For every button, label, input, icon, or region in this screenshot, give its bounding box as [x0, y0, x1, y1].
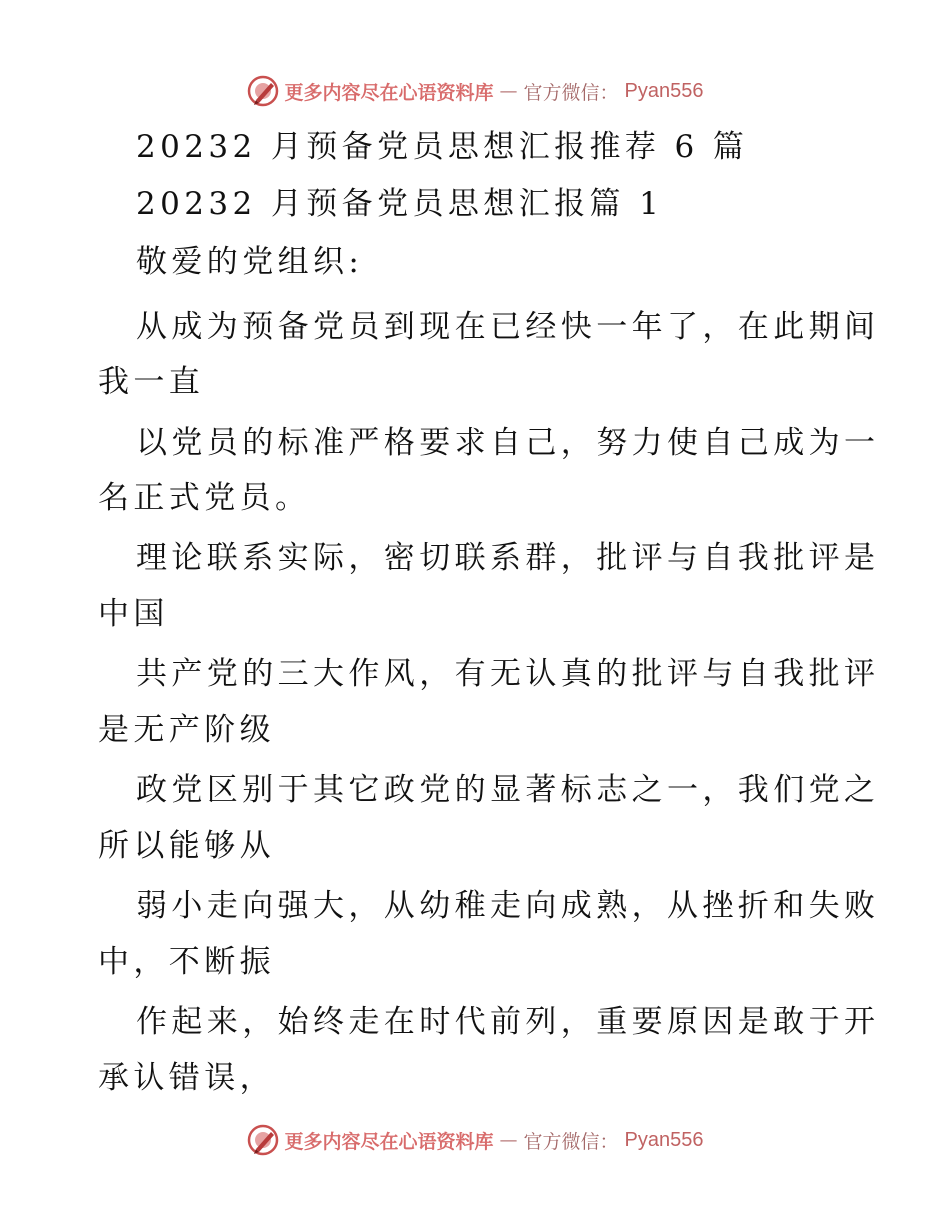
footer-banner — [0, 1120, 950, 1160]
text-line: 理论联系实际，密切联系群，批评与自我批评是 — [136, 540, 880, 576]
text-line: 中，不断振 — [98, 944, 275, 980]
banner-wechat-id: Pyan556 — [624, 1128, 704, 1151]
banner-wechat-id: Pyan556 — [624, 79, 704, 102]
text-line: 从成为预备党员到现在已经快一年了，在此期间 — [136, 309, 880, 345]
text-line: 以党员的标准严格要求自己，努力使自己成为一 — [136, 425, 880, 461]
text-line: 是无产阶级 — [98, 712, 275, 748]
text-line: 作起来，始终走在时代前列，重要原因是敢于开 — [136, 1004, 880, 1040]
section-heading: 20232 月预备党员思想汇报篇 1 — [136, 186, 664, 222]
text-line: 所以能够从 — [98, 828, 275, 864]
text-line: 我一直 — [98, 364, 205, 400]
text-line: 弱小走向强大，从幼稚走向成熟，从挫折和失败 — [136, 888, 880, 924]
text-line: 承认错误， — [98, 1060, 275, 1096]
banner-dash: — — [499, 1129, 518, 1151]
text-line: 中国 — [98, 596, 169, 632]
banner-dash: — — [499, 80, 518, 102]
salutation: 敬爱的党组织: — [136, 244, 364, 280]
text-line: 名正式党员。 — [98, 480, 311, 516]
banner-subtitle: 官方微信： — [523, 1130, 619, 1153]
document-title: 20232 月预备党员思想汇报推荐 6 篇 — [136, 129, 749, 165]
header-banner — [0, 71, 950, 111]
pen-logo-icon — [247, 1124, 279, 1156]
pen-logo-icon — [247, 75, 279, 107]
text-line: 政党区别于其它政党的显著标志之一，我们党之 — [136, 772, 880, 808]
banner-title: 更多内容尽在心语资料库 — [284, 81, 494, 104]
banner-title: 更多内容尽在心语资料库 — [284, 1130, 494, 1153]
banner-subtitle: 官方微信： — [523, 81, 619, 104]
text-line: 共产党的三大作风，有无认真的批评与自我批评 — [136, 656, 880, 692]
